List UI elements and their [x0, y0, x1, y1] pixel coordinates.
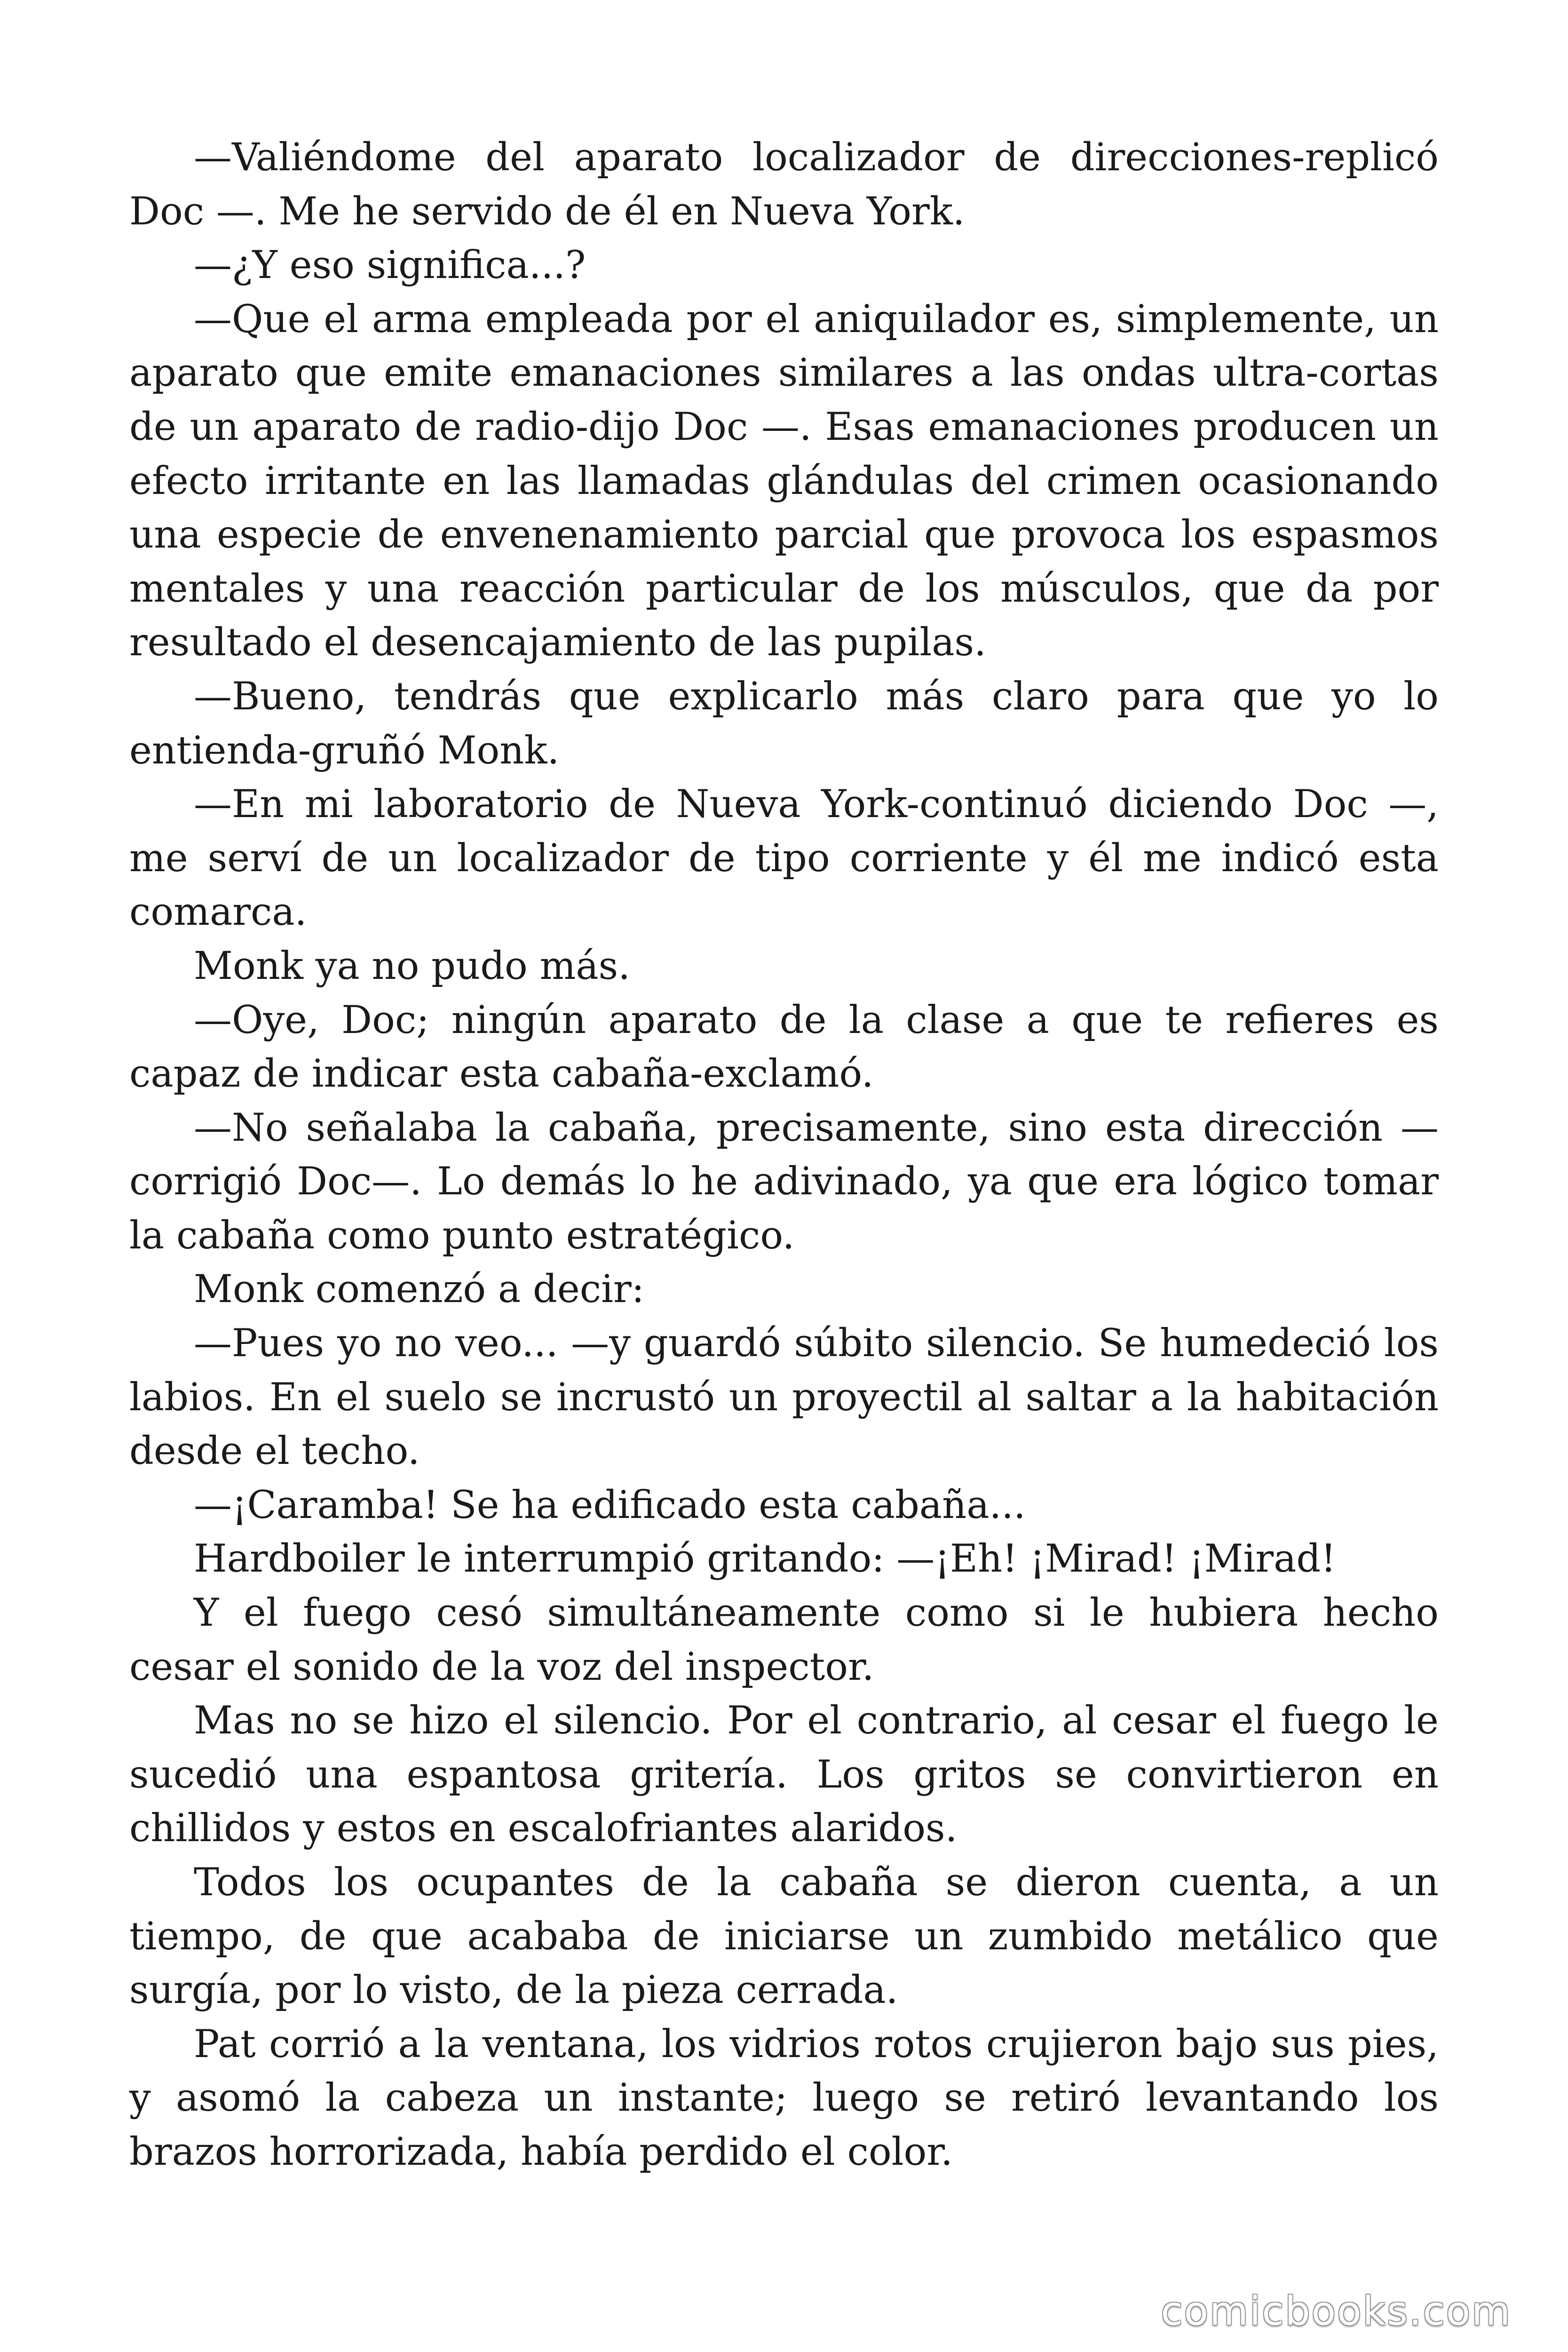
paragraph: —Valiéndome del aparato localizador de direcciones-replicó Doc —. Me he servido de él en Nueva York.	[129, 135, 1439, 234]
paragraph: —Bueno, tendrás que explicarlo más claro para que yo lo entienda-gruñó Monk.	[129, 674, 1439, 773]
page-body	[129, 131, 1439, 2179]
paragraph: —¿Y eso significa...?	[194, 243, 586, 288]
paragraph: Mas no se hizo el silencio. Por el contrario, al cesar el fuego le sucedió una espantosa gritería. Los gritos se convirtieron en chillidos y estos en escalofriantes alaridos.	[129, 1699, 1439, 1851]
paragraph: —¡Caramba! Se ha edificado esta cabaña...	[194, 1483, 1026, 1527]
paragraph: Pat corrió a la ventana, los vidrios rotos crujieron bajo sus pies, y asomó la cabeza un instante; luego se retiró levantando los brazos horrorizada, había perdido el color.	[129, 2022, 1439, 2174]
paragraph: —En mi laboratorio de Nueva York-continuó diciendo Doc —, me serví de un localizador de tipo corriente y él me indicó esta comarca.	[129, 782, 1439, 935]
paragraph: —Oye, Doc; ningún aparato de la clase a que te refieres es capaz de indicar esta cabaña-exclamó.	[129, 998, 1439, 1097]
watermark: comicbooks.com	[1161, 2288, 1512, 2334]
paragraph: Monk ya no pudo más.	[194, 944, 630, 988]
paragraph: —No señalaba la cabaña, precisamente, sino esta dirección — corrigió Doc—. Lo demás lo he adivinado, ya que era lógico tomar la cabaña como punto estratégico.	[129, 1105, 1439, 1258]
paragraph: —Pues yo no veo... —y guardó súbito silencio. Se humedeció los labios. En el suelo se incrustó un proyectil al saltar a la habitación desde el techo.	[129, 1321, 1439, 1474]
paragraph: Todos los ocupantes de la cabaña se dieron cuenta, a un tiempo, de que acababa de iniciarse un zumbido metálico que surgía, por lo visto, de la pieza cerrada.	[129, 1860, 1439, 2013]
paragraph: Monk comenzó a decir:	[194, 1267, 645, 1312]
paragraph: Hardboiler le interrumpió gritando: —¡Eh! ¡Mirad! ¡Mirad!	[194, 1537, 1336, 1581]
paragraph: Y el fuego cesó simultáneamente como si le hubiera hecho cesar el sonido de la voz del inspector.	[129, 1591, 1439, 1689]
paragraph: —Que el arma empleada por el aniquilador es, simplemente, un aparato que emite emanaciones similares a las ondas ultra-cortas de un aparato de radio-dijo Doc —. Esas emanaciones producen un efecto irritante en las llamadas glándulas del crimen ocasionando una especie de envenenamiento parcial que provoca los espasmos mentales y una reacción particular de los músculos, que da por resultado el desencajamiento de las pupilas.	[129, 297, 1439, 665]
